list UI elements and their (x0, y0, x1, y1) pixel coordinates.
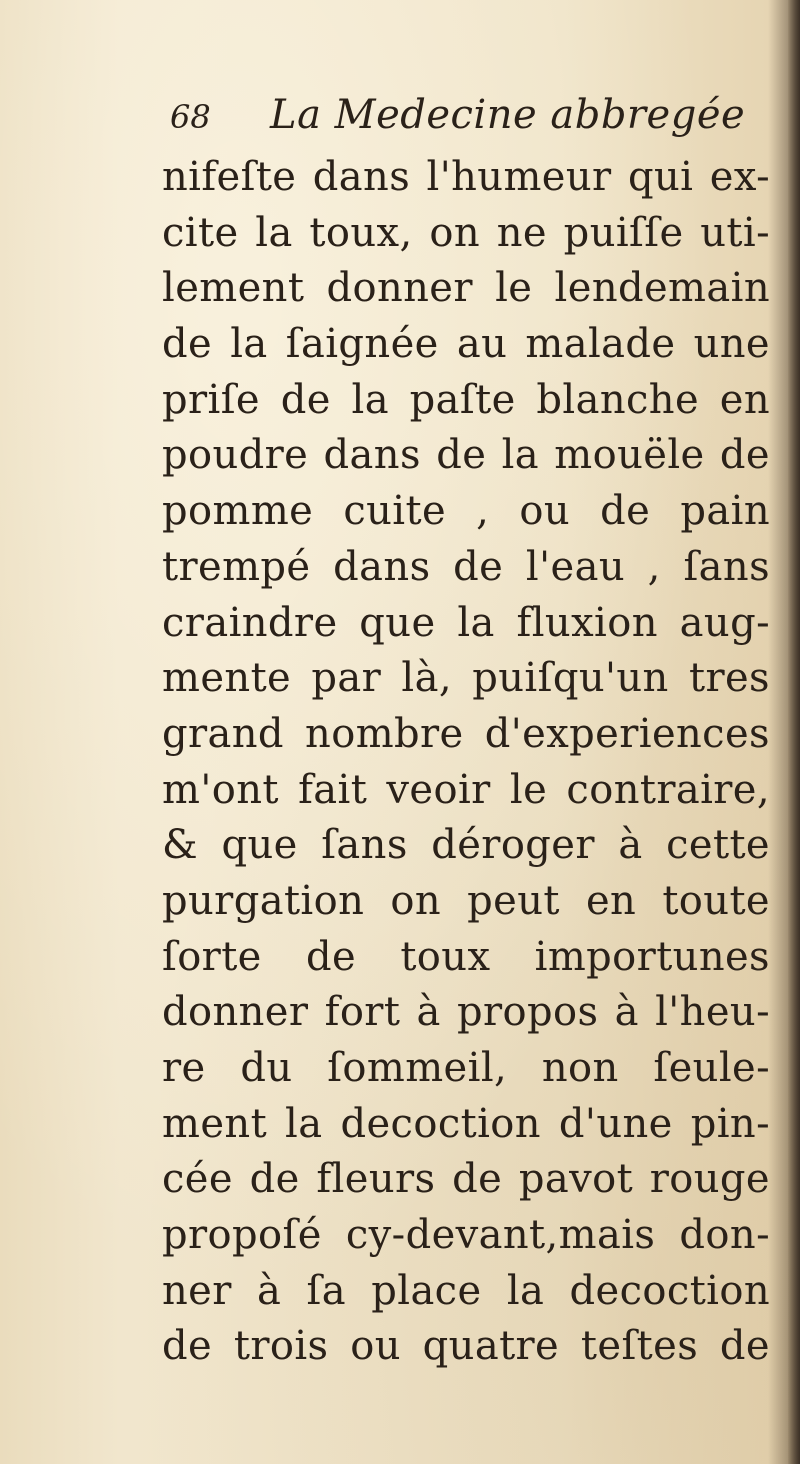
text-line: poudre dans de la mouële de (162, 432, 770, 479)
text-line: & que ſans déroger à cette (162, 822, 770, 869)
page-number: 68 (170, 98, 211, 136)
text-line: donner fort à propos à l'heu- (162, 989, 770, 1036)
running-title: La Medecine abbregée (270, 92, 746, 138)
text-line: de trois ou quatre teſtes de (162, 1323, 770, 1370)
text-line: ment la decoction d'une pin- (162, 1100, 770, 1147)
text-line: propoſé cy-devant,mais don- (162, 1212, 770, 1259)
text-line: pomme cuite , ou de pain (162, 488, 770, 535)
text-line: nifeſte dans l'humeur qui ex- (162, 154, 770, 200)
text-line: trempé dans de l'eau , ſans (162, 543, 770, 590)
text-line: ner à ſa place la decoction (162, 1267, 770, 1314)
text-line: re du ſommeil, non ſeule- (162, 1045, 770, 1091)
text-line: purgation on peut en toute (162, 877, 770, 924)
text-line: cée de fleurs de pavot rouge (162, 1156, 770, 1203)
body-text (130, 150, 770, 1375)
text-line: lement donner le lendemain (162, 265, 770, 312)
text-line: m'ont fait veoir le contraire, (162, 766, 770, 813)
text-line: ſorte de toux importunes (162, 933, 770, 980)
text-line: priſe de la paſte blanche en (162, 376, 770, 423)
text-line: craindre que la fluxion aug- (162, 599, 770, 646)
text-line: cite la toux, on ne puiſſe uti- (162, 209, 770, 256)
text-line: de la ſaignée au malade une (162, 321, 770, 368)
text-line: mente par là, puiſqu'un tres (162, 655, 770, 702)
page-gutter-shadow (788, 0, 800, 1464)
text-line: grand nombre d'experiences (162, 710, 770, 757)
page-header (170, 92, 770, 140)
